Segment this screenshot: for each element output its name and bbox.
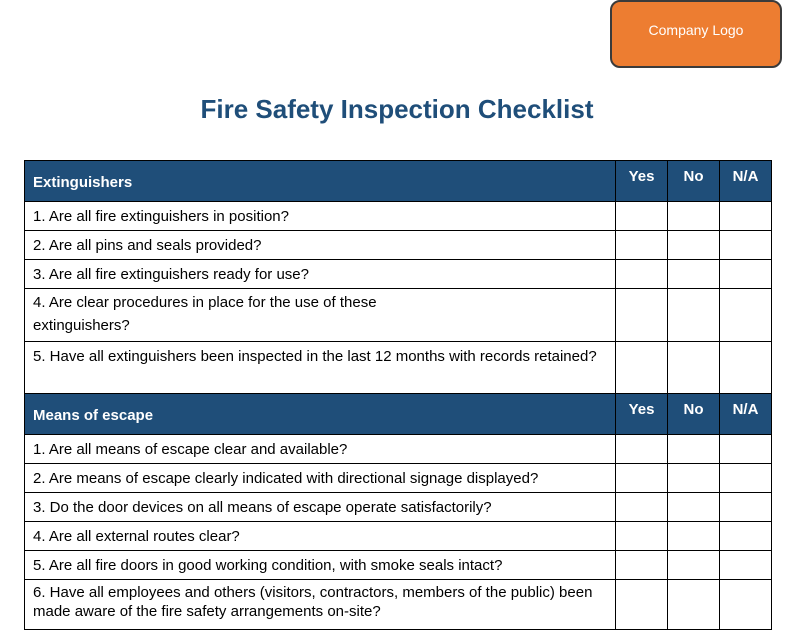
checklist-row (25, 342, 772, 394)
column-header-na: N/A (720, 161, 772, 202)
yes-checkbox[interactable] (616, 551, 668, 580)
question-text: 5. Have all extinguishers been inspected in the last 12 months with records retained? (25, 342, 616, 394)
no-checkbox[interactable] (668, 289, 720, 342)
question-text-line-1: 4. Are clear procedures in place for the use of these (33, 294, 377, 311)
no-checkbox[interactable] (668, 260, 720, 289)
no-checkbox[interactable] (668, 231, 720, 260)
na-checkbox[interactable] (720, 493, 772, 522)
checklist-row (25, 522, 772, 551)
na-checkbox[interactable] (720, 342, 772, 394)
yes-checkbox[interactable] (616, 260, 668, 289)
na-checkbox[interactable] (720, 464, 772, 493)
question-text: 6. Have all employees and others (visitors, contractors, members of the public) been made aware of the fire safety arrangements on-site? (25, 580, 616, 630)
question-text: 2. Are means of escape clearly indicated with directional signage displayed? (25, 464, 616, 493)
question-text (25, 289, 616, 342)
no-checkbox[interactable] (668, 342, 720, 394)
question-text: 3. Do the door devices on all means of escape operate satisfactorily? (25, 493, 616, 522)
question-text: 1. Are all fire extinguishers in position? (25, 202, 616, 231)
company-logo-label: Company Logo (648, 22, 744, 38)
column-header-yes: Yes (616, 161, 668, 202)
section-header-extinguishers (25, 161, 772, 202)
page-title: Fire Safety Inspection Checklist (200, 94, 594, 124)
column-header-yes: Yes (616, 394, 668, 435)
na-checkbox[interactable] (720, 580, 772, 630)
checklist-row (25, 202, 772, 231)
no-checkbox[interactable] (668, 435, 720, 464)
na-checkbox[interactable] (720, 260, 772, 289)
question-text: 5. Are all fire doors in good working condition, with smoke seals intact? (25, 551, 616, 580)
yes-checkbox[interactable] (616, 580, 668, 630)
column-header-no: No (668, 161, 720, 202)
question-text: 3. Are all fire extinguishers ready for use? (25, 260, 616, 289)
question-text-line-2: extinguishers? (33, 317, 130, 334)
no-checkbox[interactable] (668, 202, 720, 231)
checklist-row (25, 231, 772, 260)
checklist-row (25, 260, 772, 289)
yes-checkbox[interactable] (616, 435, 668, 464)
yes-checkbox[interactable] (616, 289, 668, 342)
na-checkbox[interactable] (720, 289, 772, 342)
section-header-means-of-escape (25, 394, 772, 435)
checklist-row (25, 435, 772, 464)
na-checkbox[interactable] (720, 231, 772, 260)
yes-checkbox[interactable] (616, 522, 668, 551)
no-checkbox[interactable] (668, 493, 720, 522)
column-header-no: No (668, 394, 720, 435)
company-logo-placeholder (610, 0, 782, 68)
no-checkbox[interactable] (668, 464, 720, 493)
no-checkbox[interactable] (668, 522, 720, 551)
checklist-row (25, 289, 772, 342)
yes-checkbox[interactable] (616, 493, 668, 522)
na-checkbox[interactable] (720, 202, 772, 231)
checklist-row (25, 551, 772, 580)
na-checkbox[interactable] (720, 551, 772, 580)
yes-checkbox[interactable] (616, 464, 668, 493)
checklist-table (24, 160, 772, 630)
question-text: 4. Are all external routes clear? (25, 522, 616, 551)
yes-checkbox[interactable] (616, 342, 668, 394)
yes-checkbox[interactable] (616, 231, 668, 260)
section-heading: Means of escape (25, 394, 616, 435)
column-header-na: N/A (720, 394, 772, 435)
checklist-row (25, 464, 772, 493)
question-text: 1. Are all means of escape clear and available? (25, 435, 616, 464)
section-heading: Extinguishers (25, 161, 616, 202)
na-checkbox[interactable] (720, 522, 772, 551)
no-checkbox[interactable] (668, 580, 720, 630)
checklist-row (25, 580, 772, 630)
no-checkbox[interactable] (668, 551, 720, 580)
question-text: 2. Are all pins and seals provided? (25, 231, 616, 260)
checklist-row (25, 493, 772, 522)
yes-checkbox[interactable] (616, 202, 668, 231)
na-checkbox[interactable] (720, 435, 772, 464)
